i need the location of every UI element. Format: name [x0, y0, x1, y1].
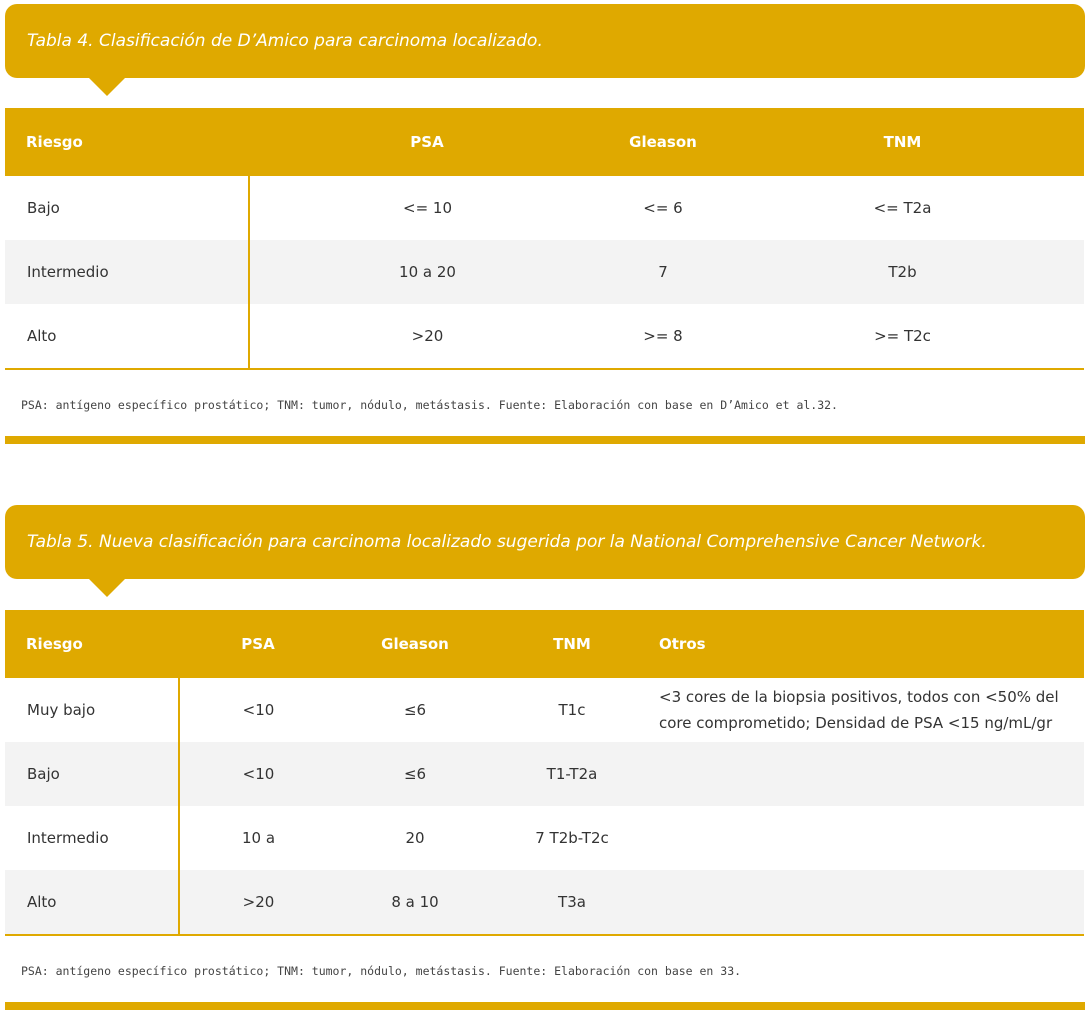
table-cell: T2b	[721, 240, 1084, 304]
table-cell: Alto	[5, 870, 179, 935]
caption-pointer	[89, 78, 125, 96]
table4-caption-banner	[5, 4, 1085, 78]
table-cell: 7 T2b-T2c	[535, 829, 609, 847]
table-cell: ≤6	[403, 701, 427, 719]
table-cell: >= T2c	[721, 304, 1084, 369]
column-header: Otros	[651, 610, 1084, 678]
table-cell: <= 10	[403, 199, 452, 217]
table-cell: >= 8	[605, 304, 721, 369]
table-cell: 8 a 10	[337, 870, 493, 935]
table-cell: <10	[179, 742, 337, 806]
table-cell: Alto	[5, 304, 249, 369]
table-header-row	[5, 108, 1084, 176]
table4-caption: Tabla 4. Clasificación de D’Amico para carcinoma localizado.	[27, 31, 543, 51]
column-header: Gleason	[605, 108, 721, 176]
table-cell	[651, 870, 1084, 935]
table-cell: 10 a	[241, 829, 276, 847]
table-row	[5, 678, 1084, 742]
table-cell: 20	[405, 829, 425, 847]
table-cell: <10	[242, 701, 275, 719]
table-cell: Bajo	[5, 176, 249, 240]
table-row	[5, 870, 1084, 935]
table-cell: Bajo	[5, 742, 179, 806]
table4-footnote	[5, 374, 1085, 444]
table-row	[5, 176, 1084, 240]
table5-footnote	[5, 940, 1085, 1010]
column-header: PSA	[179, 610, 337, 678]
caption-pointer	[89, 579, 125, 597]
footnote-text: PSA: antígeno específico prostático; TNM: tumor, nódulo, metástasis. Fuente: Elaboración con base en 33.	[21, 964, 742, 978]
table-cell: 10 a 20	[249, 240, 605, 304]
table-cell: <= T2a	[873, 199, 932, 217]
table-header-row	[5, 610, 1084, 678]
column-header: PSA	[249, 108, 605, 176]
table-cell: T3a	[493, 870, 651, 935]
footnote-text: PSA: antígeno específico prostático; TNM: tumor, nódulo, metástasis. Fuente: Elaboración con base en D’Amico et al.32.	[21, 398, 838, 412]
table-row	[5, 742, 1084, 806]
table-cell: <= 6	[643, 199, 683, 217]
table-row	[5, 304, 1084, 369]
table5-caption: Tabla 5. Nueva clasificación para carcinoma localizado sugerida por la National Comprehensive Cancer Network.	[27, 532, 987, 552]
table-cell	[651, 742, 1084, 806]
table-row	[5, 806, 1084, 870]
table-cell: Muy bajo	[5, 678, 179, 742]
table-cell: T1c	[558, 701, 586, 719]
table-cell: >20	[249, 304, 605, 369]
table5	[5, 610, 1084, 936]
column-header: Riesgo	[5, 610, 179, 678]
table-cell: ≤6	[337, 742, 493, 806]
table-cell	[651, 806, 1084, 870]
column-header: Riesgo	[5, 108, 249, 176]
table-cell: T1-T2a	[493, 742, 651, 806]
table-cell: Intermedio	[5, 806, 179, 870]
table4	[5, 108, 1084, 370]
table-cell: 7	[605, 240, 721, 304]
table-row	[5, 240, 1084, 304]
table-cell: Intermedio	[5, 240, 249, 304]
column-header: TNM	[721, 108, 1084, 176]
column-header: TNM	[493, 610, 651, 678]
table-cell: <3 cores de la biopsia positivos, todos con <50% del core comprometido; Densidad de PSA <15 ng/mL/gr	[659, 688, 1059, 732]
column-header: Gleason	[337, 610, 493, 678]
table5-caption-banner	[5, 505, 1085, 579]
table-cell: >20	[179, 870, 337, 935]
